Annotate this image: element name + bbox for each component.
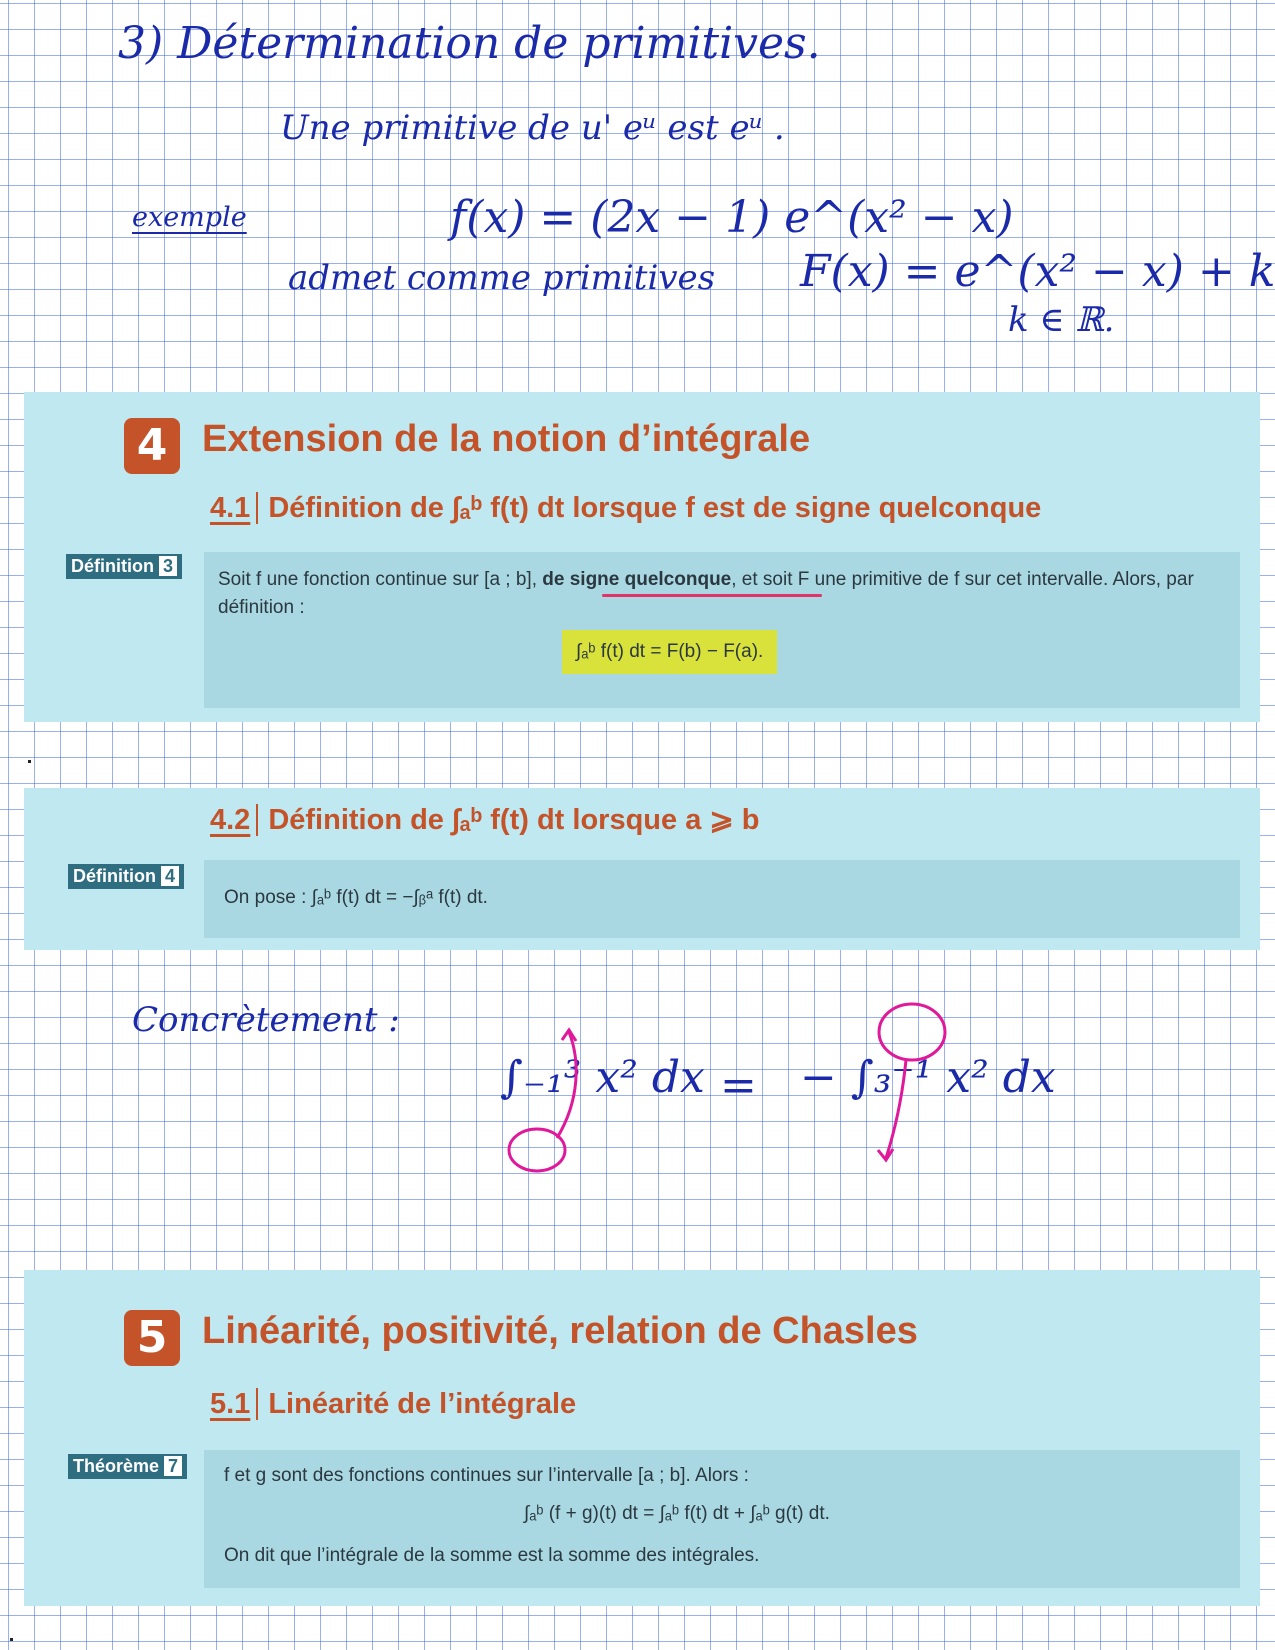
definition-4-box: [204, 860, 1240, 938]
definition-4-text: On pose : ∫ₐᵇ f(t) dt = −∫ᵦᵃ f(t) dt.: [224, 887, 488, 908]
lower-bound-circle: [509, 1129, 565, 1171]
theorem-7-tag: [68, 1454, 187, 1479]
example-label: exemple: [132, 202, 247, 233]
definition-3-emphasis: de signe quelconque: [542, 569, 732, 590]
example-constant: k ∈ ℝ.: [1008, 300, 1115, 340]
definition-3-text-start: Soit f une fonction continue sur [a ; b],: [218, 569, 543, 590]
section-5-title: Linéarité, positivité, relation de Chasles: [202, 1310, 918, 1352]
subsection-5-1-heading: [210, 1388, 576, 1421]
section-3-title: 3) Détermination de primitives.: [118, 18, 821, 69]
section-5-badge: 5: [124, 1310, 180, 1366]
definition-3-box: [204, 552, 1240, 708]
concretely-label: Concrètement :: [132, 1000, 400, 1040]
section-4-2-clipping: [24, 788, 1260, 950]
example-primitive: F(x) = e^(x² − x) + k: [800, 246, 1275, 297]
theorem-7-line-1: f et g sont des fonctions continues sur l’intervalle [a ; b]. Alors :: [224, 1465, 749, 1486]
section-4-clipping: [24, 392, 1260, 722]
subsection-4-1-heading: [210, 492, 1041, 525]
subsection-5-1-number: 5.1: [210, 1388, 258, 1420]
theorem-7-number: 7: [164, 1456, 182, 1476]
concrete-equals: =: [720, 1060, 757, 1111]
theorem-7-box: [204, 1450, 1240, 1588]
stray-dot-bottom: [10, 1638, 13, 1641]
concrete-rhs-integral: − ∫₃⁻¹ x² dx: [800, 1052, 1056, 1103]
subsection-4-2-title: Définition de ∫ₐᵇ f(t) dt lorsque a ⩾ b: [268, 804, 760, 836]
primitive-rule: Une primitive de u' eᵘ est eᵘ .: [280, 108, 785, 148]
stray-dot: [28, 760, 31, 763]
theorem-7-formula: ∫ₐᵇ (f + g)(t) dt = ∫ₐᵇ f(t) dt + ∫ₐᵇ g(t) dt.: [524, 1503, 830, 1524]
section-4-badge: 4: [124, 418, 180, 474]
subsection-4-2-heading: [210, 802, 759, 837]
definition-3-tag: [66, 554, 182, 579]
lhs-arrow-head: [562, 1030, 576, 1041]
subsection-4-1-title: Définition de ∫ₐᵇ f(t) dt lorsque f est de signe quelconque: [268, 492, 1042, 524]
example-admits-label: admet comme primitives: [288, 258, 716, 298]
definition-4-number: 4: [161, 866, 179, 886]
definition-3-number: 3: [159, 556, 177, 576]
definition-3-formula: ∫ₐᵇ f(t) dt = F(b) − F(a).: [562, 630, 777, 674]
definition-4-tag: [68, 864, 184, 889]
subsection-4-1-number: 4.1: [210, 492, 258, 524]
rhs-arrow-head: [878, 1149, 893, 1160]
theorem-7-label: Théorème: [73, 1456, 160, 1476]
theorem-7-line-3: On dit que l’intégrale de la somme est la somme des intégrales.: [224, 1545, 760, 1566]
section-5-clipping: [24, 1270, 1260, 1606]
definition-3-text-end: , et soit F une primitive de f sur cet intervalle. Alors, par définition :: [218, 569, 1194, 618]
example-function: f(x) = (2x − 1) e^(x² − x): [450, 192, 1014, 243]
concrete-lhs-integral: ∫₋₁³ x² dx: [500, 1052, 705, 1103]
red-underline-annotation: [602, 594, 822, 597]
subsection-5-1-title: Linéarité de l’intégrale: [268, 1388, 577, 1420]
section-4-title: Extension de la notion d’intégrale: [202, 418, 811, 460]
definition-4-label: Définition: [73, 866, 156, 886]
subsection-4-2-number: 4.2: [210, 804, 258, 836]
definition-3-label: Définition: [71, 556, 154, 576]
